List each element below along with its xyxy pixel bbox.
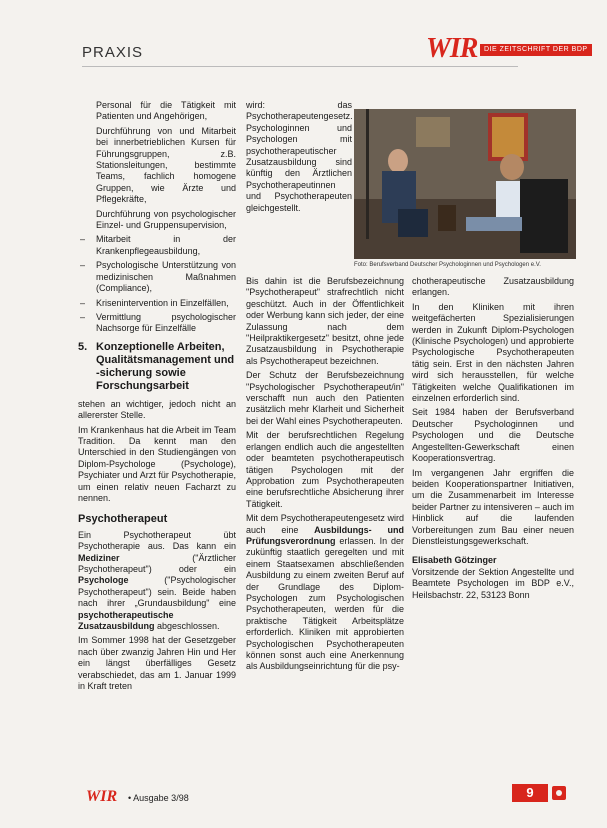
section-heading-text: Konzeptionelle Arbeiten, Qualitätsmanagement und -sicherung sowie Forschungsarbeit (96, 340, 235, 392)
paragraph: Der Schutz der Berufsbezeichnung "Psychologischer Psychotherapeut/in" verschafft nun auch den Patienten zusätzlich mehr Klarheit und Sicherheit bei der Wahl eines Psychotherapeuten. (246, 370, 404, 426)
list-item: – Vermittlung psychologischer Nachsorge für Einzelfälle (78, 312, 236, 335)
list-item: Durchführung von psychologischer Einzel- und Gruppensupervision, (96, 208, 236, 231)
photo-illustration (354, 109, 576, 259)
paragraph: In den Kliniken mit ihren weitgefächerten Spezialisierungen werden in Zukunft Diplom-Psychologen (Klinische Psychologen) und approbierte Psychologische Psychotherapeuten tätig sein. Erst in den nächsten Jahren wird sich herausstellen, für welche Tätigkeiten welche Qualifikationen im einzelnen erforderlich sind. (412, 301, 574, 404)
text-run: abgeschlossen. (154, 621, 220, 632)
text-run: ("Ärztlicher Psychotherapeut") oder ein (78, 552, 236, 574)
subheading: Psychotherapeut (78, 513, 168, 526)
column-1 (78, 100, 236, 695)
text-run-bold: Psychologe (78, 575, 129, 586)
list-item: – Mitarbeit in der Krankenpflegeausbildung, (78, 234, 236, 257)
author-name: Elisabeth Götzinger (412, 555, 497, 566)
section-heading (78, 341, 236, 393)
paragraph (78, 530, 236, 633)
author-info: Vorsitzende der Sektion Angestellte und Beamtete Psychologen im BDP e.V., Heilsbachstr. 22, 53123 Bonn (412, 566, 574, 600)
text-run: Mit dem Psychotherapeutengesetz wird auch eine (246, 513, 404, 535)
paragraph: Mit der berufsrechtlichen Regelung erlangen endlich auch die angestellten oder beamteten psychotherapeutisch tätigen Psychologen mit der Approbation zum Psychotherapeuten eine berufsrechtliche Absicherung ihrer Tätigkeit. (246, 430, 404, 509)
paragraph: Bis dahin ist die Berufsbezeichnung "Psychotherapeut" strafrechtlich nicht geschützt. Auch in der Öffentlichkeit oder Werbung kann sich jeder, der eine Zulassung nach dem "Heilpraktikergesetz" besitzt, ohne jede Zusatzausbildung in Psychotherapie als Psychotherapeut bezeichnen. (246, 276, 404, 366)
list-item: Durchführung von und Mitarbeit bei innerbetrieblichen Kursen für Führungsgruppen, z.B. Stationsleitungen, bestimmte Teams, fachlich homogene Gruppen, wie Ärzte und Pflegekräfte, (96, 125, 236, 205)
paragraph: Im vergangenen Jahr ergriffen die beiden Kooperationspartner Initiativen, um die Zusammenarbeit im Interesse beider Partner zu intensiveren – auch im Hinblick auf die laufenden Vorbereitungen zum Bau einer neuen Dienstleistungsgewerkschaft. (412, 467, 574, 546)
list-item: Personal für die Tätigkeit mit Patienten und Angehörigen, (96, 100, 236, 122)
text-run-bold: psychotherapeutische Zusatzausbildung (78, 609, 174, 632)
photo-caption: Foto: Berufsverband Deutscher Psychologinnen und Psychologen e.V. (354, 262, 541, 268)
text-run-bold: Ausbildungs- und Prüfungsverordnung (246, 524, 404, 546)
page-number: 9 (512, 784, 548, 802)
brand-logo (426, 33, 588, 64)
paragraph: Im Sommer 1998 hat der Gesetzgeber nach über zwanzig Jahren Hin und Her ein längst überfälliges Gesetz verabschiedet, das am 1. Januar 1999 in Kraft treten (78, 635, 236, 692)
section-number: 5. (78, 340, 88, 353)
paragraph: chotherapeutische Zusatzausbildung erlangen. (412, 276, 574, 298)
column-3 (412, 276, 574, 604)
footer-issue: • Ausgabe 3/98 (128, 793, 189, 803)
author-block (412, 555, 574, 601)
text-run-bold: Mediziner (78, 552, 120, 563)
publisher-logo-icon (552, 786, 566, 800)
paragraph (246, 513, 404, 673)
text-run: ("Psychologischer Psychotherapeut") sein. Beide haben nach ihrer „Grundausbildung" eine (78, 575, 236, 609)
photo-therapy-session (354, 109, 576, 259)
text-run: erlassen. In der zukünftig staatlich geregelten und mit einem Staatsexamen abschließenden Ausbildung zu einem zweiten Beruf auf der Grundlage des Diplom-Psychologen zum Psychologischen Psychotherapeuten, werden für die praktische Tätigkeit Arbeitsplätze erforderlich. Kliniken mit approbierten Psychologischen Psychotherapeuten können sonst auch eine Anerkennung als Ausbildungseinrichtung für die psy- (246, 535, 404, 672)
text-run: Ein Psychotherapeut übt Psychotherapie aus. Das kann ein (78, 529, 236, 552)
column-2 (246, 276, 404, 676)
brand-wordmark: WIR (426, 33, 478, 64)
header-title: PRAXIS (82, 44, 144, 61)
brand-tagline: DIE ZEITSCHRIFT DER BDP (480, 44, 592, 56)
paragraph: Im Krankenhaus hat die Arbeit im Team Tradition. Da kennt man den Unterschied in den Studiengängen von Diplom-Psychologe (Psychologe), Psychiater und Arzt für Psychotherapie, um einen relativ neuen Facharzt zu nennen. (78, 424, 236, 503)
paragraph: stehen an wichtiger, jedoch nicht an allererster Stelle. (78, 398, 236, 421)
paragraph: wird: das Psychotherapeutengesetz. Psychologinnen und Psychologen mit psychotherapeutischer Zusatzausbildung sind künftig den Ärztlichen Psychotherapeutinnen und Psychotherapeuten gleichgestellt. (246, 100, 353, 213)
column-2-top (246, 100, 352, 217)
paragraph: Seit 1984 haben der Berufsverband Deutscher Psychologinnen und Psychologen und die Deutsche Angestellten-Gewerkschaft einen Kooperationsvertrag. (412, 407, 574, 464)
header-rule (82, 66, 518, 67)
footer-brand-logo: WIR (86, 788, 118, 805)
list-item: – Krisenintervention in Einzelfällen, (78, 298, 236, 309)
list-item: – Psychologische Unterstützung von medizinischen Maßnahmen (Compliance), (78, 260, 236, 294)
